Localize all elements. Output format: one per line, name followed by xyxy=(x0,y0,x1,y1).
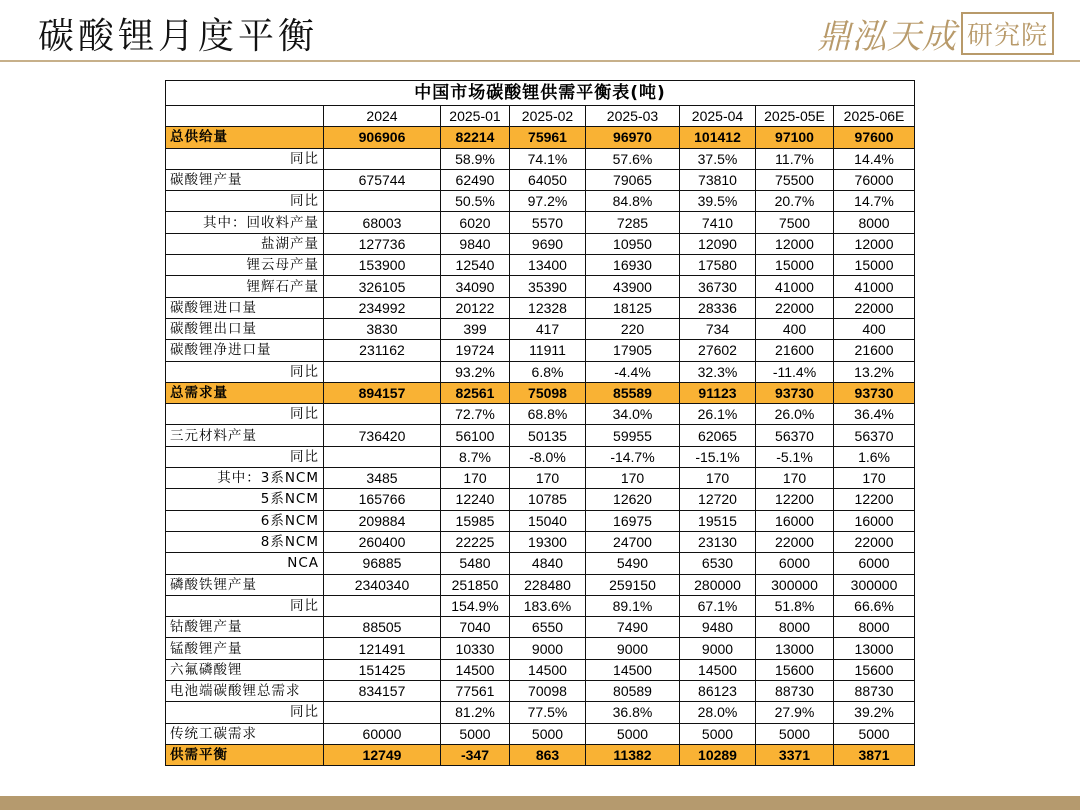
table-cell: 82561 xyxy=(441,382,510,403)
table-cell: 27.9% xyxy=(756,702,834,723)
row-label: 总供给量 xyxy=(166,127,324,148)
table-cell: 8000 xyxy=(834,617,915,638)
table-cell: 75098 xyxy=(510,382,586,403)
table-cell: 3485 xyxy=(324,468,441,489)
table-row xyxy=(166,340,915,361)
table-row xyxy=(166,169,915,190)
row-label: 碳酸锂进口量 xyxy=(166,297,324,318)
table-cell: 11911 xyxy=(510,340,586,361)
table-cell: 39.5% xyxy=(680,191,756,212)
table-row xyxy=(166,255,915,276)
table-cell: 400 xyxy=(834,318,915,339)
table-cell: 4840 xyxy=(510,553,586,574)
table-row xyxy=(166,510,915,531)
table-cell: 9690 xyxy=(510,233,586,254)
row-label: 传统工碳需求 xyxy=(166,723,324,744)
table-cell: 22000 xyxy=(834,297,915,318)
table-cell: 97100 xyxy=(756,127,834,148)
column-header: 2024 xyxy=(324,106,441,127)
supply-demand-table xyxy=(165,80,915,766)
table-cell: -8.0% xyxy=(510,446,586,467)
table-cell: 14500 xyxy=(510,659,586,680)
table-cell: 2340340 xyxy=(324,574,441,595)
table-cell: 5000 xyxy=(510,723,586,744)
table-cell: 5000 xyxy=(586,723,680,744)
table-cell: 251850 xyxy=(441,574,510,595)
table-cell: 12540 xyxy=(441,255,510,276)
table-cell: 12328 xyxy=(510,297,586,318)
table-cell: 22000 xyxy=(834,531,915,552)
table-title: 中国市场碳酸锂供需平衡表(吨) xyxy=(166,81,915,106)
table-cell: 67.1% xyxy=(680,595,756,616)
table-cell: 76000 xyxy=(834,169,915,190)
table-cell: 16000 xyxy=(756,510,834,531)
table-cell: 88730 xyxy=(834,681,915,702)
table-cell: 12000 xyxy=(834,233,915,254)
table-cell: 12749 xyxy=(324,744,441,765)
table-cell: 50.5% xyxy=(441,191,510,212)
table-row xyxy=(166,212,915,233)
row-label: 磷酸铁锂产量 xyxy=(166,574,324,595)
table-cell: 21600 xyxy=(756,340,834,361)
table-cell: 66.6% xyxy=(834,595,915,616)
table-cell: 228480 xyxy=(510,574,586,595)
table-cell: 19515 xyxy=(680,510,756,531)
table-cell: 16975 xyxy=(586,510,680,531)
table-cell: 80589 xyxy=(586,681,680,702)
table-cell: 234992 xyxy=(324,297,441,318)
table-cell: 82214 xyxy=(441,127,510,148)
table-cell: 5000 xyxy=(680,723,756,744)
table-cell: 43900 xyxy=(586,276,680,297)
table-row xyxy=(166,468,915,489)
table-cell: 19300 xyxy=(510,531,586,552)
table-row xyxy=(166,233,915,254)
table-cell: 22000 xyxy=(756,531,834,552)
table-cell: 68003 xyxy=(324,212,441,233)
table-cell: 15040 xyxy=(510,510,586,531)
table-cell: 72.7% xyxy=(441,404,510,425)
table-cell: -5.1% xyxy=(756,446,834,467)
table-cell: 5570 xyxy=(510,212,586,233)
table-cell: 79065 xyxy=(586,169,680,190)
table-cell: 12240 xyxy=(441,489,510,510)
table-cell: 13.2% xyxy=(834,361,915,382)
table-row xyxy=(166,318,915,339)
table-cell: 209884 xyxy=(324,510,441,531)
table-cell: 97600 xyxy=(834,127,915,148)
table-row xyxy=(166,361,915,382)
table-cell: 15000 xyxy=(756,255,834,276)
table-cell: 28336 xyxy=(680,297,756,318)
table-row xyxy=(166,425,915,446)
table-cell: 300000 xyxy=(834,574,915,595)
table-cell: 26.0% xyxy=(756,404,834,425)
table-cell: 64050 xyxy=(510,169,586,190)
row-label: 碳酸锂净进口量 xyxy=(166,340,324,361)
table-cell: 8000 xyxy=(756,617,834,638)
row-label: 锂辉石产量 xyxy=(166,276,324,297)
table-cell: 88730 xyxy=(756,681,834,702)
table-cell: 93730 xyxy=(756,382,834,403)
table-cell: 15600 xyxy=(756,659,834,680)
footer-bar xyxy=(0,796,1080,810)
table-cell: 59955 xyxy=(586,425,680,446)
table-cell: 5000 xyxy=(441,723,510,744)
table-row xyxy=(166,617,915,638)
row-label: 5系NCM xyxy=(166,489,324,510)
table-cell: 399 xyxy=(441,318,510,339)
table-cell: 10950 xyxy=(586,233,680,254)
table-row xyxy=(166,531,915,552)
column-header: 2025-05E xyxy=(756,106,834,127)
table-cell: 6.8% xyxy=(510,361,586,382)
table-cell: 41000 xyxy=(834,276,915,297)
table-cell: 34.0% xyxy=(586,404,680,425)
table-cell: 68.8% xyxy=(510,404,586,425)
table-cell: 11.7% xyxy=(756,148,834,169)
table-cell: 6020 xyxy=(441,212,510,233)
table-cell: 70098 xyxy=(510,681,586,702)
table-cell: 36.8% xyxy=(586,702,680,723)
table-row xyxy=(166,744,915,765)
table-cell: 16930 xyxy=(586,255,680,276)
table-cell: 27602 xyxy=(680,340,756,361)
row-label: 其中：回收料产量 xyxy=(166,212,324,233)
row-label: 三元材料产量 xyxy=(166,425,324,446)
header-divider xyxy=(0,60,1080,62)
table-cell: 13000 xyxy=(756,638,834,659)
table-cell: 81.2% xyxy=(441,702,510,723)
table-cell: 260400 xyxy=(324,531,441,552)
table-cell: 9000 xyxy=(680,638,756,659)
table-cell: 6550 xyxy=(510,617,586,638)
table-cell: 37.5% xyxy=(680,148,756,169)
table-cell: 16000 xyxy=(834,510,915,531)
table-cell xyxy=(324,191,441,212)
table-cell: 13400 xyxy=(510,255,586,276)
table-row xyxy=(166,148,915,169)
table-cell: 77.5% xyxy=(510,702,586,723)
table-cell: 151425 xyxy=(324,659,441,680)
table-cell: 153900 xyxy=(324,255,441,276)
table-row xyxy=(166,276,915,297)
table-row xyxy=(166,191,915,212)
table-cell: 88505 xyxy=(324,617,441,638)
table-cell: 9000 xyxy=(510,638,586,659)
table-cell: 3371 xyxy=(756,744,834,765)
table-cell: 170 xyxy=(680,468,756,489)
table-cell: 9480 xyxy=(680,617,756,638)
table-cell: 259150 xyxy=(586,574,680,595)
table-cell: 6000 xyxy=(834,553,915,574)
table-cell: 170 xyxy=(441,468,510,489)
table-row xyxy=(166,297,915,318)
table-cell: 736420 xyxy=(324,425,441,446)
table-cell: 77561 xyxy=(441,681,510,702)
table-cell: 12200 xyxy=(834,489,915,510)
table-cell: 10289 xyxy=(680,744,756,765)
table-cell: 84.8% xyxy=(586,191,680,212)
table-cell: 14500 xyxy=(441,659,510,680)
table-cell: 12000 xyxy=(756,233,834,254)
table-cell: 20.7% xyxy=(756,191,834,212)
table-cell: 93.2% xyxy=(441,361,510,382)
table-cell: 18125 xyxy=(586,297,680,318)
table-cell: 20122 xyxy=(441,297,510,318)
row-label: 同比 xyxy=(166,191,324,212)
table-cell: 5000 xyxy=(756,723,834,744)
row-label: 8系NCM xyxy=(166,531,324,552)
table-cell xyxy=(324,361,441,382)
table-row xyxy=(166,404,915,425)
row-label: 锂云母产量 xyxy=(166,255,324,276)
table-cell: 15600 xyxy=(834,659,915,680)
table-cell: 26.1% xyxy=(680,404,756,425)
row-label: 供需平衡 xyxy=(166,744,324,765)
table-cell: 675744 xyxy=(324,169,441,190)
column-header: 2025-04 xyxy=(680,106,756,127)
column-header: 2025-06E xyxy=(834,106,915,127)
table-cell: 62065 xyxy=(680,425,756,446)
table-cell: 75961 xyxy=(510,127,586,148)
table-cell: 62490 xyxy=(441,169,510,190)
table-cell: 280000 xyxy=(680,574,756,595)
table-cell: 220 xyxy=(586,318,680,339)
table-cell: 6530 xyxy=(680,553,756,574)
table-cell: 51.8% xyxy=(756,595,834,616)
table-cell: 170 xyxy=(834,468,915,489)
row-label: 同比 xyxy=(166,595,324,616)
table-cell: 17580 xyxy=(680,255,756,276)
table-cell: 60000 xyxy=(324,723,441,744)
table-cell: 170 xyxy=(586,468,680,489)
page-title: 碳酸锂月度平衡 xyxy=(38,16,319,57)
table-row xyxy=(166,382,915,403)
row-label: 电池端碳酸锂总需求 xyxy=(166,681,324,702)
brand-name: 鼎泓天成 xyxy=(816,16,957,57)
table-cell: -4.4% xyxy=(586,361,680,382)
table-row xyxy=(166,595,915,616)
table-cell: 5490 xyxy=(586,553,680,574)
table-row xyxy=(166,574,915,595)
table-cell: 96970 xyxy=(586,127,680,148)
table-cell: 74.1% xyxy=(510,148,586,169)
row-label: 同比 xyxy=(166,404,324,425)
table-cell: 5000 xyxy=(834,723,915,744)
table-cell: 96885 xyxy=(324,553,441,574)
table-cell: 14.4% xyxy=(834,148,915,169)
table-cell: 154.9% xyxy=(441,595,510,616)
table-cell: 8.7% xyxy=(441,446,510,467)
table-cell: 58.9% xyxy=(441,148,510,169)
table-row xyxy=(166,659,915,680)
table-cell: 91123 xyxy=(680,382,756,403)
row-label: 总需求量 xyxy=(166,382,324,403)
table-cell: 170 xyxy=(510,468,586,489)
table-cell: 56100 xyxy=(441,425,510,446)
table-cell: 9840 xyxy=(441,233,510,254)
table-cell: 75500 xyxy=(756,169,834,190)
table-cell: 93730 xyxy=(834,382,915,403)
table-cell: -11.4% xyxy=(756,361,834,382)
table-cell: 41000 xyxy=(756,276,834,297)
table-cell: 12090 xyxy=(680,233,756,254)
row-label: 锰酸锂产量 xyxy=(166,638,324,659)
table-cell: 39.2% xyxy=(834,702,915,723)
table-cell: 12620 xyxy=(586,489,680,510)
table-header-row xyxy=(166,106,915,127)
table-cell: 300000 xyxy=(756,574,834,595)
table-cell xyxy=(324,446,441,467)
table-cell: 6000 xyxy=(756,553,834,574)
table-cell: 35390 xyxy=(510,276,586,297)
table-cell: 89.1% xyxy=(586,595,680,616)
table-cell xyxy=(324,404,441,425)
table-cell: 36.4% xyxy=(834,404,915,425)
table-cell: 56370 xyxy=(834,425,915,446)
table-cell: 14.7% xyxy=(834,191,915,212)
table-row xyxy=(166,702,915,723)
table-cell xyxy=(324,148,441,169)
table-cell: 34090 xyxy=(441,276,510,297)
table-cell: 127736 xyxy=(324,233,441,254)
table-cell: 73810 xyxy=(680,169,756,190)
row-label: NCA xyxy=(166,553,324,574)
row-label: 同比 xyxy=(166,702,324,723)
table-cell: 7285 xyxy=(586,212,680,233)
table-cell: -15.1% xyxy=(680,446,756,467)
table-cell: 17905 xyxy=(586,340,680,361)
table-cell: 36730 xyxy=(680,276,756,297)
table-row xyxy=(166,127,915,148)
row-label: 同比 xyxy=(166,361,324,382)
table-row xyxy=(166,681,915,702)
table-cell: 863 xyxy=(510,744,586,765)
table-cell: 85589 xyxy=(586,382,680,403)
table-cell: 400 xyxy=(756,318,834,339)
table-cell: 3871 xyxy=(834,744,915,765)
column-header: 2025-03 xyxy=(586,106,680,127)
brand-suffix: 研究院 xyxy=(961,12,1054,55)
table-cell: 165766 xyxy=(324,489,441,510)
row-label: 碳酸锂出口量 xyxy=(166,318,324,339)
table-row xyxy=(166,553,915,574)
table-row xyxy=(166,638,915,659)
table-row xyxy=(166,723,915,744)
table-cell: 97.2% xyxy=(510,191,586,212)
table-cell: 8000 xyxy=(834,212,915,233)
table-cell: 326105 xyxy=(324,276,441,297)
table-cell: 734 xyxy=(680,318,756,339)
column-header: 2025-01 xyxy=(441,106,510,127)
table-row xyxy=(166,446,915,467)
table-cell: -14.7% xyxy=(586,446,680,467)
table-cell: 231162 xyxy=(324,340,441,361)
table-cell: 1.6% xyxy=(834,446,915,467)
table-cell xyxy=(324,595,441,616)
table-cell: 101412 xyxy=(680,127,756,148)
row-label: 同比 xyxy=(166,446,324,467)
table-title-row xyxy=(166,81,915,106)
table-cell: 10330 xyxy=(441,638,510,659)
table-cell: 121491 xyxy=(324,638,441,659)
table-cell: 21600 xyxy=(834,340,915,361)
table-cell: 834157 xyxy=(324,681,441,702)
table-cell: 23130 xyxy=(680,531,756,552)
header-corner xyxy=(166,106,324,127)
table-cell: 5480 xyxy=(441,553,510,574)
table-cell: 14500 xyxy=(680,659,756,680)
table-cell: -347 xyxy=(441,744,510,765)
table-row xyxy=(166,489,915,510)
row-label: 6系NCM xyxy=(166,510,324,531)
table-cell: 28.0% xyxy=(680,702,756,723)
table-cell: 10785 xyxy=(510,489,586,510)
brand-logo xyxy=(816,12,1054,57)
table-cell: 50135 xyxy=(510,425,586,446)
row-label: 同比 xyxy=(166,148,324,169)
column-header: 2025-02 xyxy=(510,106,586,127)
row-label: 盐湖产量 xyxy=(166,233,324,254)
table-cell: 13000 xyxy=(834,638,915,659)
table-cell: 56370 xyxy=(756,425,834,446)
table-cell: 12720 xyxy=(680,489,756,510)
table-cell: 19724 xyxy=(441,340,510,361)
table-cell: 86123 xyxy=(680,681,756,702)
table-cell: 417 xyxy=(510,318,586,339)
table-cell: 7500 xyxy=(756,212,834,233)
table-cell: 57.6% xyxy=(586,148,680,169)
table-cell: 12200 xyxy=(756,489,834,510)
table-cell: 14500 xyxy=(586,659,680,680)
table-cell: 906906 xyxy=(324,127,441,148)
row-label: 六氟磷酸锂 xyxy=(166,659,324,680)
table-cell: 11382 xyxy=(586,744,680,765)
row-label: 钴酸锂产量 xyxy=(166,617,324,638)
table-cell: 3830 xyxy=(324,318,441,339)
table-cell: 7040 xyxy=(441,617,510,638)
table-cell: 24700 xyxy=(586,531,680,552)
table-cell xyxy=(324,702,441,723)
table-cell: 894157 xyxy=(324,382,441,403)
table-cell: 183.6% xyxy=(510,595,586,616)
table-cell: 9000 xyxy=(586,638,680,659)
row-label: 其中：3系NCM xyxy=(166,468,324,489)
table-cell: 15000 xyxy=(834,255,915,276)
table-cell: 32.3% xyxy=(680,361,756,382)
table-cell: 170 xyxy=(756,468,834,489)
row-label: 碳酸锂产量 xyxy=(166,169,324,190)
table-cell: 7410 xyxy=(680,212,756,233)
table-cell: 22000 xyxy=(756,297,834,318)
table-cell: 7490 xyxy=(586,617,680,638)
table-cell: 15985 xyxy=(441,510,510,531)
table-cell: 22225 xyxy=(441,531,510,552)
